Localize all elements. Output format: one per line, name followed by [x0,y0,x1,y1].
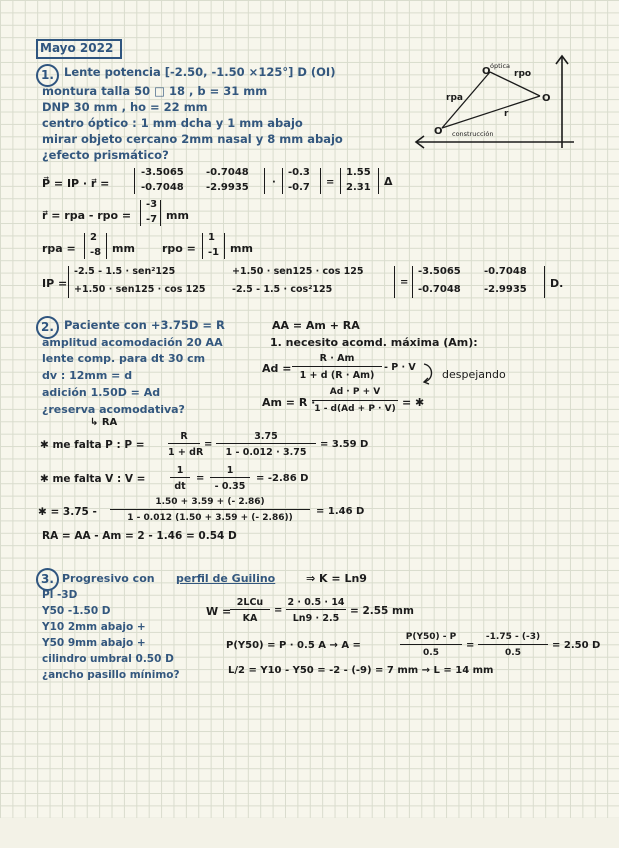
vec2-bar-left [340,168,341,194]
ip12: +1.50 · sen125 · cos 125 [232,266,364,277]
a-frac-line-2 [478,644,548,645]
label-construccion: construcción [452,130,494,138]
problem-3-line-5: cilindro umbral 0.50 D [42,653,174,665]
problem-2-line-1: amplitud acomodación 20 AA [42,336,223,349]
page-title: Mayo 2022 [40,41,114,55]
problem-2-header: Paciente con +3.75D = R [64,318,225,332]
w-num2: 2 · 0.5 · 14 [287,597,345,608]
am-frac-line [312,400,398,401]
problem-2-line-2: lente comp. para dt 30 cm [42,352,206,365]
w-res: = 2.55 mm [350,605,414,617]
rpa-a: 2 [90,232,97,243]
ad-frac-line [292,366,382,367]
am-tail: = ✱ [402,396,425,409]
p-res: = 3.59 D [320,439,369,450]
eq-op-1: = [326,177,335,188]
w-label: W = [206,605,232,618]
v1a: -0.3 [288,167,310,178]
star-den: 1 - 0.012 (1.50 + 3.59 + (- 2.86)) [127,513,293,523]
problem-3-header-link: perfil de Guilino [176,572,276,585]
p-eq: = [204,439,213,450]
rpo-b: -1 [208,247,220,258]
point-o-1: O [482,66,491,77]
ip-res-bar-left [412,266,413,298]
a-num2: -1.75 - (-3) [485,632,541,642]
ad-num: R · Am [319,353,355,364]
v-den: dt [174,481,186,492]
ip-res21: -0.7048 [418,284,461,295]
aa-formula: AA = Am + RA [272,319,360,332]
label-optica: óptica [490,62,511,70]
am-den: 1 - d(Ad + P · V) [314,404,396,414]
w-num: 2LCu [236,597,264,608]
a-num: P(Y50) - P [405,632,457,642]
w-den: KA [242,613,258,624]
p-num2: 3.75 [254,431,278,442]
ra-arrow: ↳ RA [90,417,118,428]
l-line: L/2 = Y10 - Y50 = -2 - (-9) = 7 mm → L = 14 mm [228,665,494,676]
w-frac-line [230,609,270,610]
label-rpo: rpo [514,69,532,79]
r-bar-left [140,200,141,226]
w-den2: Ln9 · 2.5 [292,613,340,624]
ad-den: 1 + d (R · Am) [299,370,375,381]
v-frac-line [170,477,190,478]
problem-3-line-2: Y50 -1.50 D [42,605,111,617]
ip-unit: D. [550,277,564,290]
ip-eq: = [400,277,409,288]
rpo-bar-right [224,233,225,259]
r-bar-right [160,200,161,226]
ip-bar-left [68,266,69,298]
a-res: = 2.50 D [552,640,601,651]
star-frac-line [110,509,310,510]
v-den2: - 0.35 [214,481,246,492]
ra-line: RA = AA - Am = 2 - 1.46 = 0.54 D [42,530,237,542]
dot-op: · [272,177,276,188]
star-label: ✱ = 3.75 - [38,506,97,518]
a-frac-line [400,644,462,645]
problem-2-line-4: adición 1.50D = Ad [42,386,161,399]
v-num: 1 [176,465,184,476]
problem-1-number: 1. [36,64,59,87]
ip-label: IP = [42,277,68,290]
ip-res22: -2.9935 [484,284,527,295]
matrix-bar-right [264,168,265,194]
m12: -0.7048 [206,167,249,178]
problem-1-line-3: centro óptico : 1 mm dcha y 1 mm abajo [42,116,303,130]
star-res: = 1.46 D [316,506,365,517]
v-line-label: ✱ me falta V : V = [40,473,146,485]
ad-label: Ad = [262,362,292,375]
v1b: -0.7 [288,182,310,193]
a-den: 0.5 [423,648,439,658]
ip22: -2.5 - 1.5 · cos²125 [232,284,333,295]
problem-1-line-1: montura talla 50 □ 18 , b = 31 mm [42,84,268,98]
problem-3-line-4: Y50 9mm abajo + [42,637,146,649]
r-unit: mm [166,209,189,222]
p-den2: 1 - 0.012 · 3.75 [225,447,307,458]
p-num: R [180,431,188,442]
v-frac-line-2 [210,477,250,478]
vec1-bar-right [320,168,321,194]
despejando-label: despejando [442,368,506,381]
eq-p-label: P⃗ = IP · r⃗ = [42,177,110,190]
am-label: Am = R · [262,396,316,409]
rpa-bar-left [84,233,85,259]
ad-tail: - P · V [384,362,416,373]
ip-res-bar-right [544,266,545,298]
problem-1-line-2: DNP 30 mm , ho = 22 mm [42,100,208,114]
problem-1-line-5: ¿efecto prismático? [42,148,169,162]
w-frac-line-2 [286,609,346,610]
am-num: Ad · P + V [329,387,381,397]
r-a: -3 [146,199,158,210]
m11: -3.5065 [141,167,184,178]
a-den2: 0.5 [505,648,521,658]
v-res: = -2.86 D [256,473,309,484]
label-r: r [504,109,509,119]
rpa-unit: mm [112,242,135,255]
problem-3-line-1: Pl -3D [42,589,78,601]
page-bottom-band [0,818,619,848]
v2a: 1.55 [346,167,371,178]
problem-3-header-tail: ⇒ K = Ln9 [306,572,367,585]
vec2-bar-right [378,168,379,194]
p-line-label: ✱ me falta P : P = [40,439,145,451]
point-origin: O [434,126,443,137]
r-b: -7 [146,214,158,225]
v-eq: = [196,473,205,484]
ip-res11: -3.5065 [418,266,461,277]
problem-1-header: Lente potencia [-2.50, -1.50 ×125°] D (OI) [64,65,336,79]
problem-2-line-5: ¿reserva acomodativa? [42,403,185,416]
rpo-label: rpo = [162,242,196,255]
despejando-arrow [420,362,440,386]
w-eq: = [274,605,283,616]
ip-res12: -0.7048 [484,266,527,277]
problem-3-line-3: Y10 2mm abajo + [42,621,146,633]
vector-diagram [412,52,582,154]
ip21: +1.50 · sen125 · cos 125 [74,284,206,295]
problem-2-line-3: dv : 12mm = d [42,369,133,382]
a-eq: = [466,640,475,651]
rpa-bar-right [106,233,107,259]
label-rpa: rpa [446,93,463,103]
m21: -0.7048 [141,182,184,193]
rpo-a: 1 [208,232,215,243]
m22: -2.9935 [206,182,249,193]
eq-r-label: r⃗ = rpa - rpo = [42,209,132,222]
vec1-bar-left [282,168,283,194]
v2b: 2.31 [346,182,371,193]
rpa-b: -8 [90,247,102,258]
point-o-2: O [542,93,551,104]
star-num: 1.50 + 3.59 + (- 2.86) [155,497,265,507]
problem-3-line-6: ¿ancho pasillo mínimo? [42,669,180,681]
p-den: 1 + dR [168,447,204,458]
problem-2-number: 2. [36,316,59,339]
p-frac-line [168,443,200,444]
ip11: -2.5 - 1.5 · sen²125 [74,266,176,277]
matrix-bar-left [134,168,135,194]
rpa-label: rpa = [42,242,76,255]
unit-delta: Δ [384,175,393,188]
p-y50: P(Y50) = P · 0.5 A → A = [226,640,361,651]
v-num2: 1 [226,465,234,476]
nec-line: 1. necesito acomd. máxima (Am): [270,336,478,349]
p-frac-line-2 [216,443,316,444]
problem-1-line-4: mirar objeto cercano 2mm nasal y 8 mm abajo [42,132,343,146]
rpo-unit: mm [230,242,253,255]
problem-3-header: Progresivo con [62,572,155,585]
rpo-bar-left [202,233,203,259]
ip-bar-right [394,266,395,298]
problem-3-number: 3. [36,568,59,591]
